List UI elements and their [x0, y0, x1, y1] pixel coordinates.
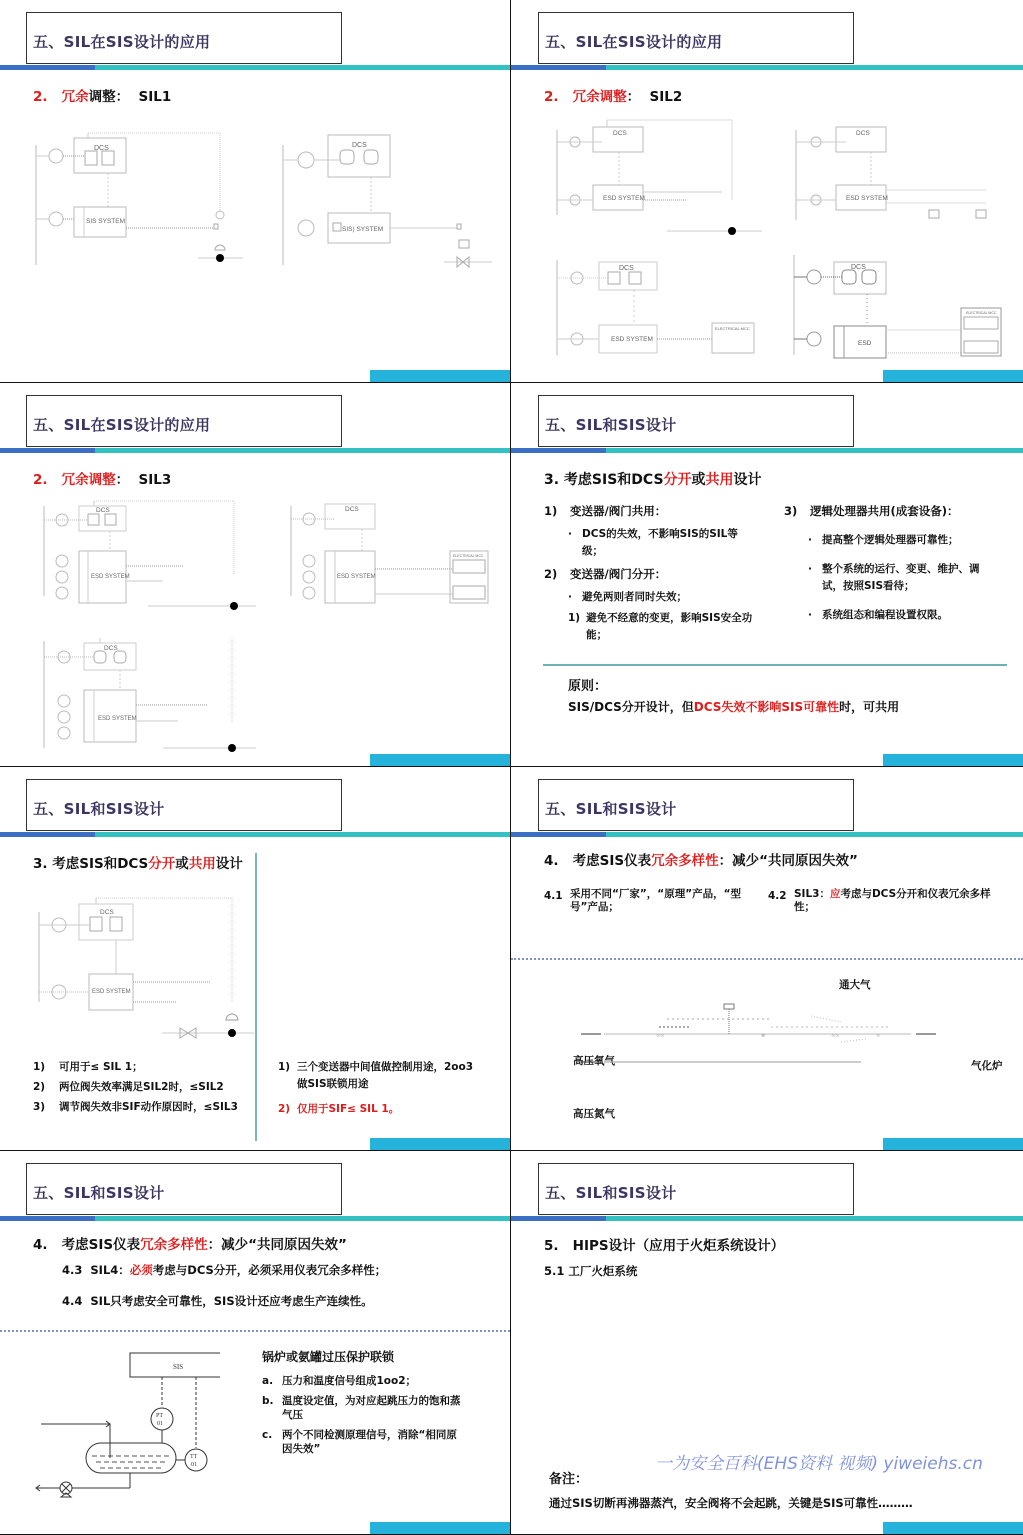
slide-5[interactable]	[0, 767, 511, 1151]
slide-title-box	[538, 395, 854, 447]
item-text: 三个变送器中间值做控制用途，2oo3做SIS联锁用途	[297, 1061, 474, 1090]
system-label: ESD SYSTEM	[91, 574, 130, 580]
slide-corner-tab	[370, 1522, 510, 1534]
heading-red-2: 共用	[188, 856, 216, 872]
header-bar-teal	[95, 1216, 510, 1221]
heading-red: 冗余调整	[61, 472, 116, 488]
heading-mid: 或	[691, 472, 706, 488]
slide-corner-tab	[883, 1138, 1023, 1150]
heading-black: ：	[626, 89, 641, 105]
item-prefix: SIL4：	[90, 1263, 130, 1277]
heading-suffix: 设计	[733, 472, 762, 488]
principle-prefix: SIS/DCS分开设计，但	[568, 700, 694, 714]
dcs-label: DCS	[613, 130, 627, 137]
item-num: 4.4	[62, 1294, 83, 1308]
dcs-label: DCS	[345, 506, 359, 513]
heading-suffix: SIL3	[138, 472, 172, 488]
pt-label: PT	[156, 1413, 164, 1419]
mcc-label: ELECTRICAL MCC	[453, 554, 484, 558]
right-column	[784, 503, 1009, 624]
bullet: ·	[808, 534, 812, 546]
heading-red-1: 分开	[148, 856, 176, 872]
dcs-label: DCS	[100, 909, 114, 916]
item-text: 可用于≤ SIL 1；	[59, 1061, 143, 1073]
item-text: 变送器/阀门分开：	[570, 567, 667, 581]
bullet: 1)	[568, 612, 581, 624]
slide-corner-tab	[370, 370, 510, 382]
list-item	[544, 503, 784, 520]
note-text: 通过SIS切断再沸器蒸汽，安全阀将不会起跳，关键是SIS可靠性………	[549, 1496, 913, 1510]
heading-prefix: 3. 考虑SIS和DCS	[544, 472, 664, 488]
tt-label: TT	[190, 1454, 198, 1460]
list-item	[278, 1101, 493, 1118]
slide-title: 五、SIL和SIS设计	[545, 1184, 677, 1202]
point-text: 压力和温度信号组成1oo2；	[282, 1375, 417, 1387]
svg-text:⊗: ⊗	[761, 1033, 766, 1039]
item-label: 2)	[544, 567, 558, 581]
list-item	[33, 1099, 253, 1116]
principle-title: 原则：	[568, 679, 608, 694]
item-text: 避免两则者同时失效；	[582, 591, 687, 603]
slide-corner-tab	[883, 370, 1023, 382]
list-item	[568, 589, 784, 606]
item-text: 避免不经意的变更，影响SIS安全功能；	[586, 612, 753, 641]
left-list	[33, 1059, 253, 1116]
system-label: ESD SYSTEM	[98, 716, 137, 722]
item-label: 3)	[784, 504, 798, 518]
sil1-diagram-right	[272, 125, 502, 275]
oxygen-label: 高压氧气	[573, 1055, 615, 1067]
heading-red: 冗余多样性	[651, 853, 719, 869]
header-bar-teal	[606, 832, 1023, 837]
header-bar-blue	[511, 65, 606, 70]
heading-suffix: ：减少“共同原因失效”	[207, 1237, 347, 1253]
item-num: 1)	[278, 1061, 291, 1073]
dcs-label: DCS	[352, 142, 367, 149]
slide-title-box	[26, 395, 342, 447]
protection-point	[262, 1374, 472, 1388]
sil3-diagram-2	[285, 496, 495, 606]
header-bar-teal	[606, 448, 1023, 453]
slide-title-box	[26, 779, 342, 831]
header-bar-blue	[0, 1216, 95, 1221]
principle-suffix: 时，可共用	[839, 700, 900, 714]
system-label: SIS SYSTEM	[86, 218, 126, 225]
heading-mid: 或	[175, 856, 189, 872]
slide-heading	[33, 468, 171, 488]
point-label: c.	[262, 1429, 273, 1441]
system-label: ESD SYSTEM	[92, 989, 131, 995]
header-bar-teal	[95, 832, 510, 837]
item-text: 整个系统的运行、变更、维护、调试，按照SIS看待；	[822, 563, 980, 592]
dotted-divider	[511, 958, 1023, 960]
mcc-label: ELECTRICAL MCC	[715, 326, 750, 331]
slide-title-box	[26, 12, 342, 64]
item-text: 采用不同“厂家”，“原理”产品，“型号”产品；	[570, 888, 742, 913]
header-bar-teal	[95, 65, 510, 70]
heading-red: 冗余调整	[572, 89, 627, 105]
heading-num: 2.	[33, 472, 48, 488]
header-bar-blue	[0, 65, 95, 70]
slide-heading	[33, 852, 243, 872]
gasifier-label: 气化炉	[971, 1060, 1003, 1072]
slide-title: 五、SIL在SIS设计的应用	[545, 33, 723, 51]
system-label: ESD SYSTEM	[603, 195, 645, 202]
vent-label: 通大气	[839, 979, 871, 991]
header-bar-blue	[511, 448, 606, 453]
system-label: ESD	[858, 340, 872, 347]
bullet: ·	[568, 528, 572, 540]
heading-text: HIPS设计（应用于火炬系统设计）	[572, 1238, 785, 1254]
sis-label: SIS	[173, 1363, 184, 1371]
svg-text:∞∞: ∞∞	[656, 1033, 665, 1039]
bullet: ·	[808, 563, 812, 575]
header-bar-teal	[606, 65, 1023, 70]
watermark: 一为安全百科(EHS资料 视频) yiweiehs.cn	[655, 1454, 983, 1474]
header-bar-blue	[0, 448, 95, 453]
heading-num: 2.	[33, 89, 48, 105]
slide-heading	[33, 1233, 347, 1253]
heading-suffix: SIL2	[649, 89, 683, 105]
slide-7[interactable]	[0, 1151, 511, 1535]
heading-black: ：	[115, 472, 130, 488]
item-text: 提高整个逻辑处理器可靠性；	[822, 534, 959, 546]
dcs-label: DCS	[94, 145, 109, 152]
sil1-diagram-left	[28, 125, 258, 275]
item-text: 逻辑处理器共用(成套设备)：	[810, 504, 959, 518]
slide-title: 五、SIL在SIS设计的应用	[33, 33, 211, 51]
slide-title: 五、SIL和SIS设计	[545, 416, 677, 434]
item-text: SIL只考虑安全可靠性，SIS设计还应考虑生产连续性。	[90, 1294, 373, 1308]
slide-title: 五、SIL和SIS设计	[33, 1184, 165, 1202]
heading-red: 冗余多样性	[140, 1237, 208, 1253]
list-item	[568, 610, 784, 644]
item-num: 2)	[278, 1103, 291, 1115]
tt-num: 01	[191, 1462, 197, 1468]
item-prefix: SIL3：	[794, 888, 830, 900]
slide-1[interactable]	[0, 0, 511, 383]
sil3-diagram-3-body	[38, 633, 258, 755]
slide-8[interactable]	[511, 1151, 1023, 1535]
slide-title: 五、SIL在SIS设计的应用	[33, 416, 211, 434]
slide-heading	[33, 85, 171, 105]
item-num: 4.3	[62, 1263, 83, 1277]
slide-corner-tab	[370, 1138, 510, 1150]
item-num: 4.2	[768, 890, 787, 902]
point-label: a.	[262, 1375, 274, 1387]
heading-num: 4.	[544, 853, 559, 869]
list-item	[784, 503, 1009, 520]
heading-suffix: SIL1	[138, 89, 172, 105]
item-num: 1)	[33, 1061, 46, 1073]
bullet: ·	[808, 609, 812, 621]
slide-corner-tab	[883, 1522, 1023, 1534]
heading-red-2: 共用	[705, 472, 734, 488]
mcc-label: ELECTRICAL MCC	[966, 311, 997, 315]
pt-num: 01	[157, 1421, 163, 1427]
item-text: 考虑与DCS分开和仪表冗余多样性；	[794, 888, 991, 913]
item-4-4	[62, 1293, 373, 1310]
section-divider	[543, 664, 1007, 666]
item-num: 4.1	[544, 890, 563, 902]
item-text: 变送器/阀门共用：	[570, 504, 667, 518]
item-4-1	[544, 888, 759, 914]
note-title: 备注：	[549, 1472, 589, 1487]
svg-text:∞∞: ∞∞	[831, 1033, 840, 1039]
dcs-label: DCS	[851, 264, 866, 271]
header-bar-teal	[606, 1216, 1023, 1221]
dcs-label: DCS	[104, 645, 118, 652]
heading-num: 4.	[33, 1237, 48, 1253]
sil2-diagram-1	[547, 115, 767, 240]
point-label: b.	[262, 1395, 274, 1407]
list-item	[33, 1079, 253, 1096]
vessel-diagram	[30, 1343, 220, 1523]
principle-red: DCS失效不影响SIS可靠性	[693, 700, 840, 714]
right-list	[278, 1059, 493, 1118]
sil2-diagram-4	[786, 250, 1006, 365]
header-bar-teal	[95, 448, 510, 453]
list-item	[544, 566, 784, 583]
protection-point	[262, 1428, 472, 1456]
slide-corner-tab	[883, 754, 1023, 766]
list-item	[808, 561, 1009, 595]
heading-prefix: 考虑SIS仪表	[61, 1237, 141, 1253]
shared-design-diagram	[32, 892, 254, 1057]
list-item	[808, 532, 1009, 549]
slide-title-box	[538, 779, 854, 831]
point-text: 两个不同检测原理信号，消除“相同原因失效”	[282, 1429, 457, 1455]
list-item	[33, 1059, 253, 1076]
sil3-diagram-1	[38, 496, 258, 611]
system-label: SIS) SYSTEM	[342, 226, 384, 233]
system-label: ESD SYSTEM	[611, 336, 653, 343]
sil2-diagram-3	[547, 255, 767, 365]
heading-suffix: ：减少“共同原因失效”	[718, 853, 858, 869]
nitrogen-label: 高压氮气	[573, 1108, 615, 1120]
item-red: 必须	[129, 1263, 153, 1277]
heading-num: 2.	[544, 89, 559, 105]
system-label: ESD SYSTEM	[846, 195, 888, 202]
heading-suffix: 设计	[215, 856, 243, 872]
list-item	[278, 1059, 493, 1093]
header-bar-blue	[511, 1216, 606, 1221]
slide-corner-tab	[370, 754, 510, 766]
svg-text:∞: ∞	[876, 1033, 881, 1039]
header-bar-blue	[511, 832, 606, 837]
dotted-divider	[0, 1330, 510, 1332]
list-item	[808, 607, 1009, 624]
item-text: 系统组态和编程设置权限。	[822, 609, 948, 621]
left-column	[544, 503, 784, 644]
column-divider	[255, 853, 257, 1141]
gasifier-piping-diagram	[571, 982, 971, 1067]
item-red: 应	[829, 888, 841, 900]
heading-prefix: 考虑SIS仪表	[572, 853, 652, 869]
list-item	[568, 526, 784, 560]
slide-title: 五、SIL和SIS设计	[545, 800, 677, 818]
subheading: 5.1 工厂火炬系统	[544, 1264, 638, 1278]
heading-black: 调整：	[88, 89, 130, 105]
protection-notes	[262, 1349, 472, 1456]
slide-title: 五、SIL和SIS设计	[33, 800, 165, 818]
item-label: 1)	[544, 504, 558, 518]
item-4-2	[768, 888, 1013, 914]
item-text: 考虑与DCS分开，必须采用仪表冗余多样性；	[152, 1263, 387, 1277]
slide-heading	[544, 85, 682, 105]
slide-4[interactable]	[511, 383, 1023, 767]
principle-text	[568, 699, 899, 716]
slide-title-box	[538, 1163, 854, 1215]
item-4-3	[62, 1262, 386, 1279]
protection-title: 锅炉或氨罐过压保护联锁	[262, 1350, 395, 1364]
slide-title-box	[26, 1163, 342, 1215]
item-num: 3)	[33, 1101, 46, 1113]
dcs-label: DCS	[96, 507, 110, 514]
protection-point	[262, 1394, 472, 1422]
system-label: ESD SYSTEM	[337, 574, 376, 580]
dcs-label: DCS	[619, 265, 634, 272]
item-text: 调节阀失效非SIF动作原因时，≤SIL3	[59, 1101, 238, 1113]
item-num: 2)	[33, 1081, 46, 1093]
slide-3[interactable]	[0, 383, 511, 767]
item-text: 仅用于SIF≤ SIL 1。	[297, 1103, 400, 1115]
header-bar-blue	[0, 832, 95, 837]
item-text: 两位阀失效率满足SIL2时，≤SIL2	[59, 1081, 224, 1093]
heading-num: 5.	[544, 1238, 559, 1254]
slide-heading	[544, 849, 858, 869]
point-text: 温度设定值，为对应起跳压力的饱和蒸气压	[282, 1395, 461, 1421]
slide-2[interactable]	[511, 0, 1023, 383]
heading-prefix: 3. 考虑SIS和DCS	[33, 856, 149, 872]
heading-red: 冗余	[61, 89, 89, 105]
slide-heading	[544, 469, 762, 489]
bullet: ·	[568, 591, 572, 603]
sil2-diagram-2	[786, 115, 1001, 240]
slide-6[interactable]	[511, 767, 1023, 1151]
slide-heading	[544, 1234, 784, 1254]
heading-red-1: 分开	[663, 472, 692, 488]
item-text: DCS的失效，不影响SIS的SIL等级；	[582, 528, 738, 557]
dcs-label: DCS	[856, 130, 870, 137]
slide-title-box	[538, 12, 854, 64]
